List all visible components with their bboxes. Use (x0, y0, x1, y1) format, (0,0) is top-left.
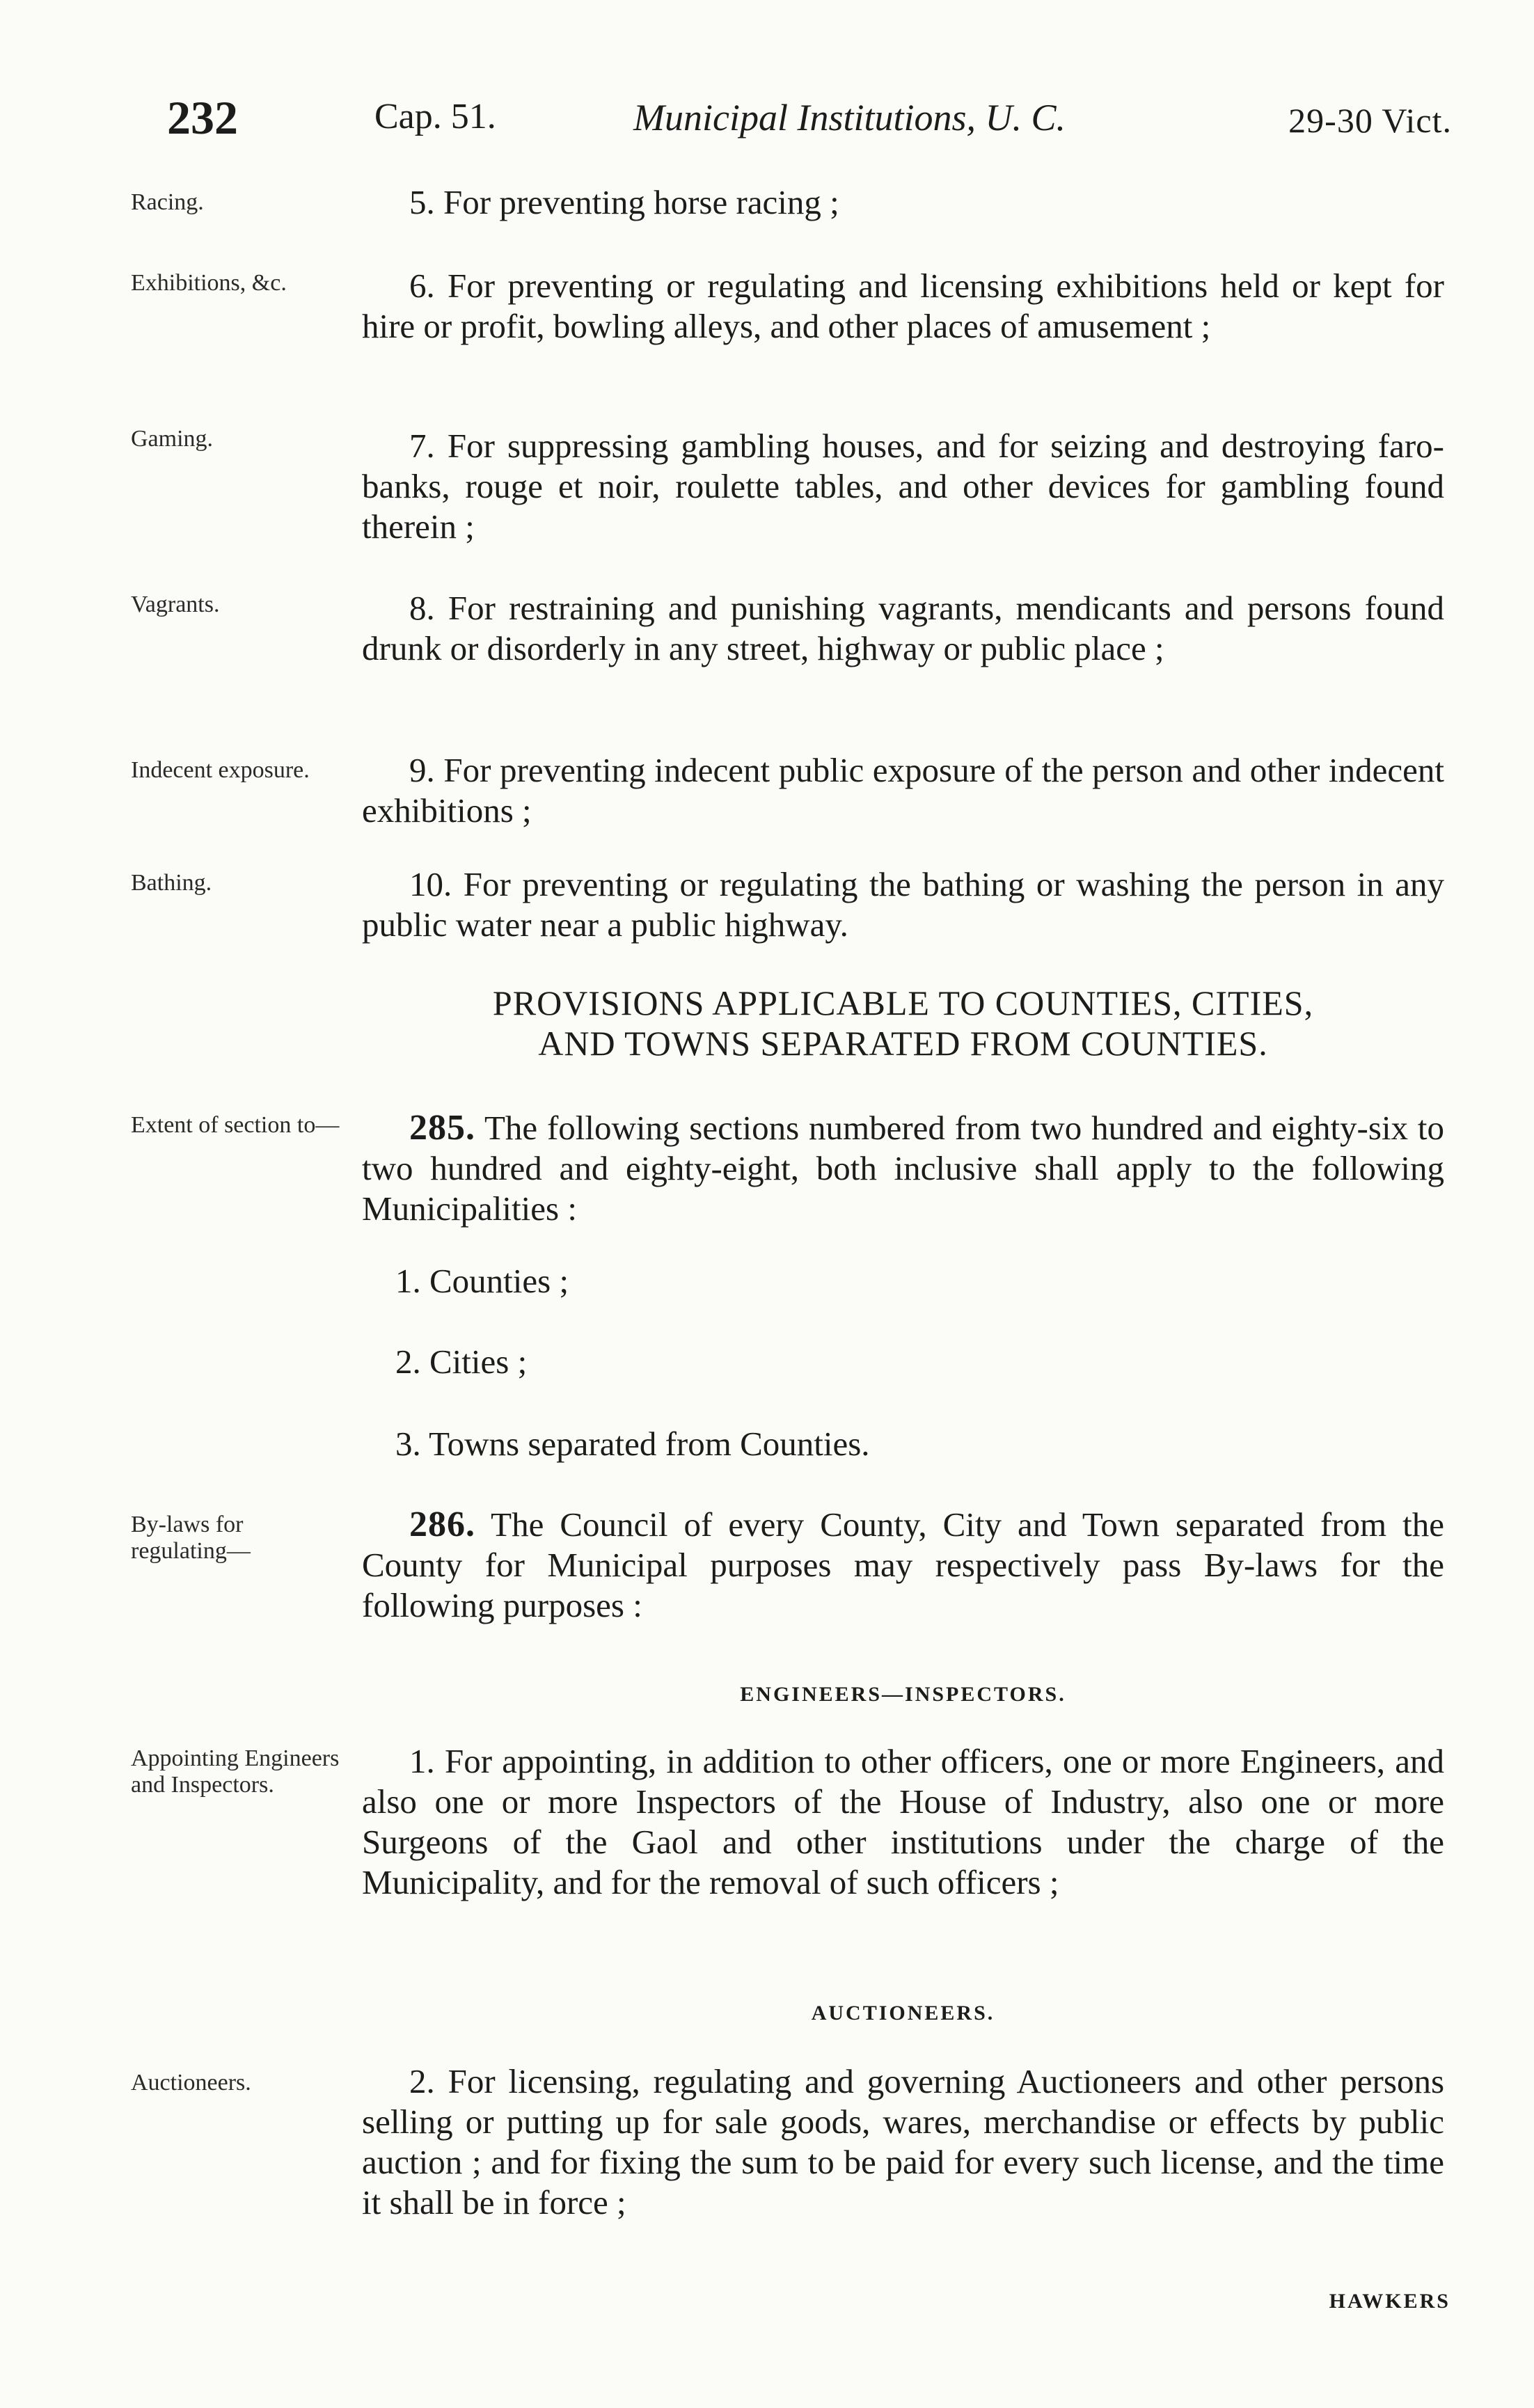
clause-vagrants (362, 588, 1444, 669)
clause-text: For suppressing gambling houses, and for seizing and destroying faro-banks, rouge et noir, roulette tables, and other devices for gambling found therein ; (362, 427, 1445, 546)
clause-number: 8. (409, 589, 435, 627)
clause-text: For preventing or regulating and licensing exhibitions held or kept for hire or profit, bowling alleys, and other places of amusement ; (362, 267, 1444, 345)
subheading-auctioneers: AUCTIONEERS. (811, 2002, 995, 2025)
subheading-engineers: ENGINEERS—INSPECTORS. (740, 1683, 1066, 1706)
marginal-note-bathing: Bathing. (131, 870, 212, 896)
provisions-heading (362, 983, 1444, 1063)
catchword: HAWKERS (1329, 2290, 1450, 2313)
clause-exhibitions (362, 266, 1444, 347)
clause-number: 6. (409, 267, 435, 305)
clause-gaming (362, 426, 1444, 547)
clause-text: For licensing, regulating and governing Auctioneers and other persons selling or putting up for sale goods, wares, merchandise or effects by public auction ; and for fixing the sum to be paid for every such license, and the time it shall be in force ; (362, 2062, 1445, 2221)
clause-number: 5. (409, 183, 435, 221)
section-number: 286. (409, 1505, 475, 1544)
list-item-cities: 2. Cities ; (395, 1342, 528, 1381)
section-text: The following sections numbered from two hundred and eighty-six to two hundred and eighty-eight, both inclusive shall apply to the following Municipalities : (362, 1109, 1444, 1228)
marginal-note-exhibitions: Exhibitions, &c. (131, 270, 287, 296)
marginal-note-appointing: Appointing Engineers and Inspectors. (131, 1745, 340, 1798)
running-header (0, 90, 1534, 153)
clause-engineers (362, 1741, 1444, 1903)
clause-indecent-exposure (362, 750, 1444, 831)
clause-number: 2. (409, 2062, 435, 2100)
clause-number: 7. (409, 427, 435, 465)
marginal-note-gaming: Gaming. (131, 426, 214, 452)
marginal-note-auctioneers: Auctioneers. (131, 2070, 251, 2096)
section-285 (362, 1108, 1444, 1229)
clause-text: For preventing indecent public exposure of the person and other indecent exhibitions ; (362, 751, 1444, 830)
clause-number: 9. (409, 751, 435, 789)
provisions-heading-line-1: PROVISIONS APPLICABLE TO COUNTIES, CITIES, (492, 983, 1314, 1022)
marginal-note-racing: Racing. (131, 189, 204, 215)
list-item-towns: 3. Towns separated from Counties. (395, 1425, 870, 1463)
clause-text: For preventing horse racing ; (443, 183, 839, 221)
regnal-year: 29-30 Vict. (1288, 101, 1452, 140)
clause-auctioneers (362, 2061, 1444, 2223)
running-title: Municipal Institutions, U. C. (633, 97, 1066, 138)
clause-text: For appointing, in addition to other officers, one or more Engineers, and also one or more Inspectors of the House of Industry, also one or more Surgeons of the Gaol and other institutions under the charge of the Municipality, and for the removal of such officers ; (362, 1742, 1445, 1901)
clause-number: 10. (409, 865, 452, 903)
provisions-heading-line-2: AND TOWNS SEPARATED FROM COUNTIES. (538, 1024, 1268, 1063)
clause-text: For preventing or regulating the bathing or washing the person in any public water near a public highway. (362, 865, 1444, 944)
section-number: 285. (409, 1108, 475, 1148)
clause-bathing (362, 864, 1444, 945)
marginal-note-by-laws: By-laws for regulating— (131, 1512, 251, 1564)
page-number: 232 (167, 91, 238, 144)
marginal-note-extent: Extent of section to— (131, 1112, 340, 1138)
clause-racing (362, 182, 1444, 223)
section-286 (362, 1505, 1444, 1626)
chapter-number: Cap. 51. (374, 97, 496, 136)
clause-number: 1. (409, 1742, 435, 1780)
clause-text: For restraining and punishing vagrants, mendicants and persons found drunk or disorderly in any street, highway or public place ; (362, 589, 1445, 667)
section-text: The Council of every County, City and Town separated from the County for Municipal purposes may respectively pass By-laws for the following purposes : (362, 1505, 1444, 1624)
marginal-note-indecent-exposure: Indecent exposure. (131, 757, 310, 783)
marginal-note-vagrants: Vagrants. (131, 592, 220, 617)
list-item-counties: 1. Counties ; (395, 1262, 569, 1300)
